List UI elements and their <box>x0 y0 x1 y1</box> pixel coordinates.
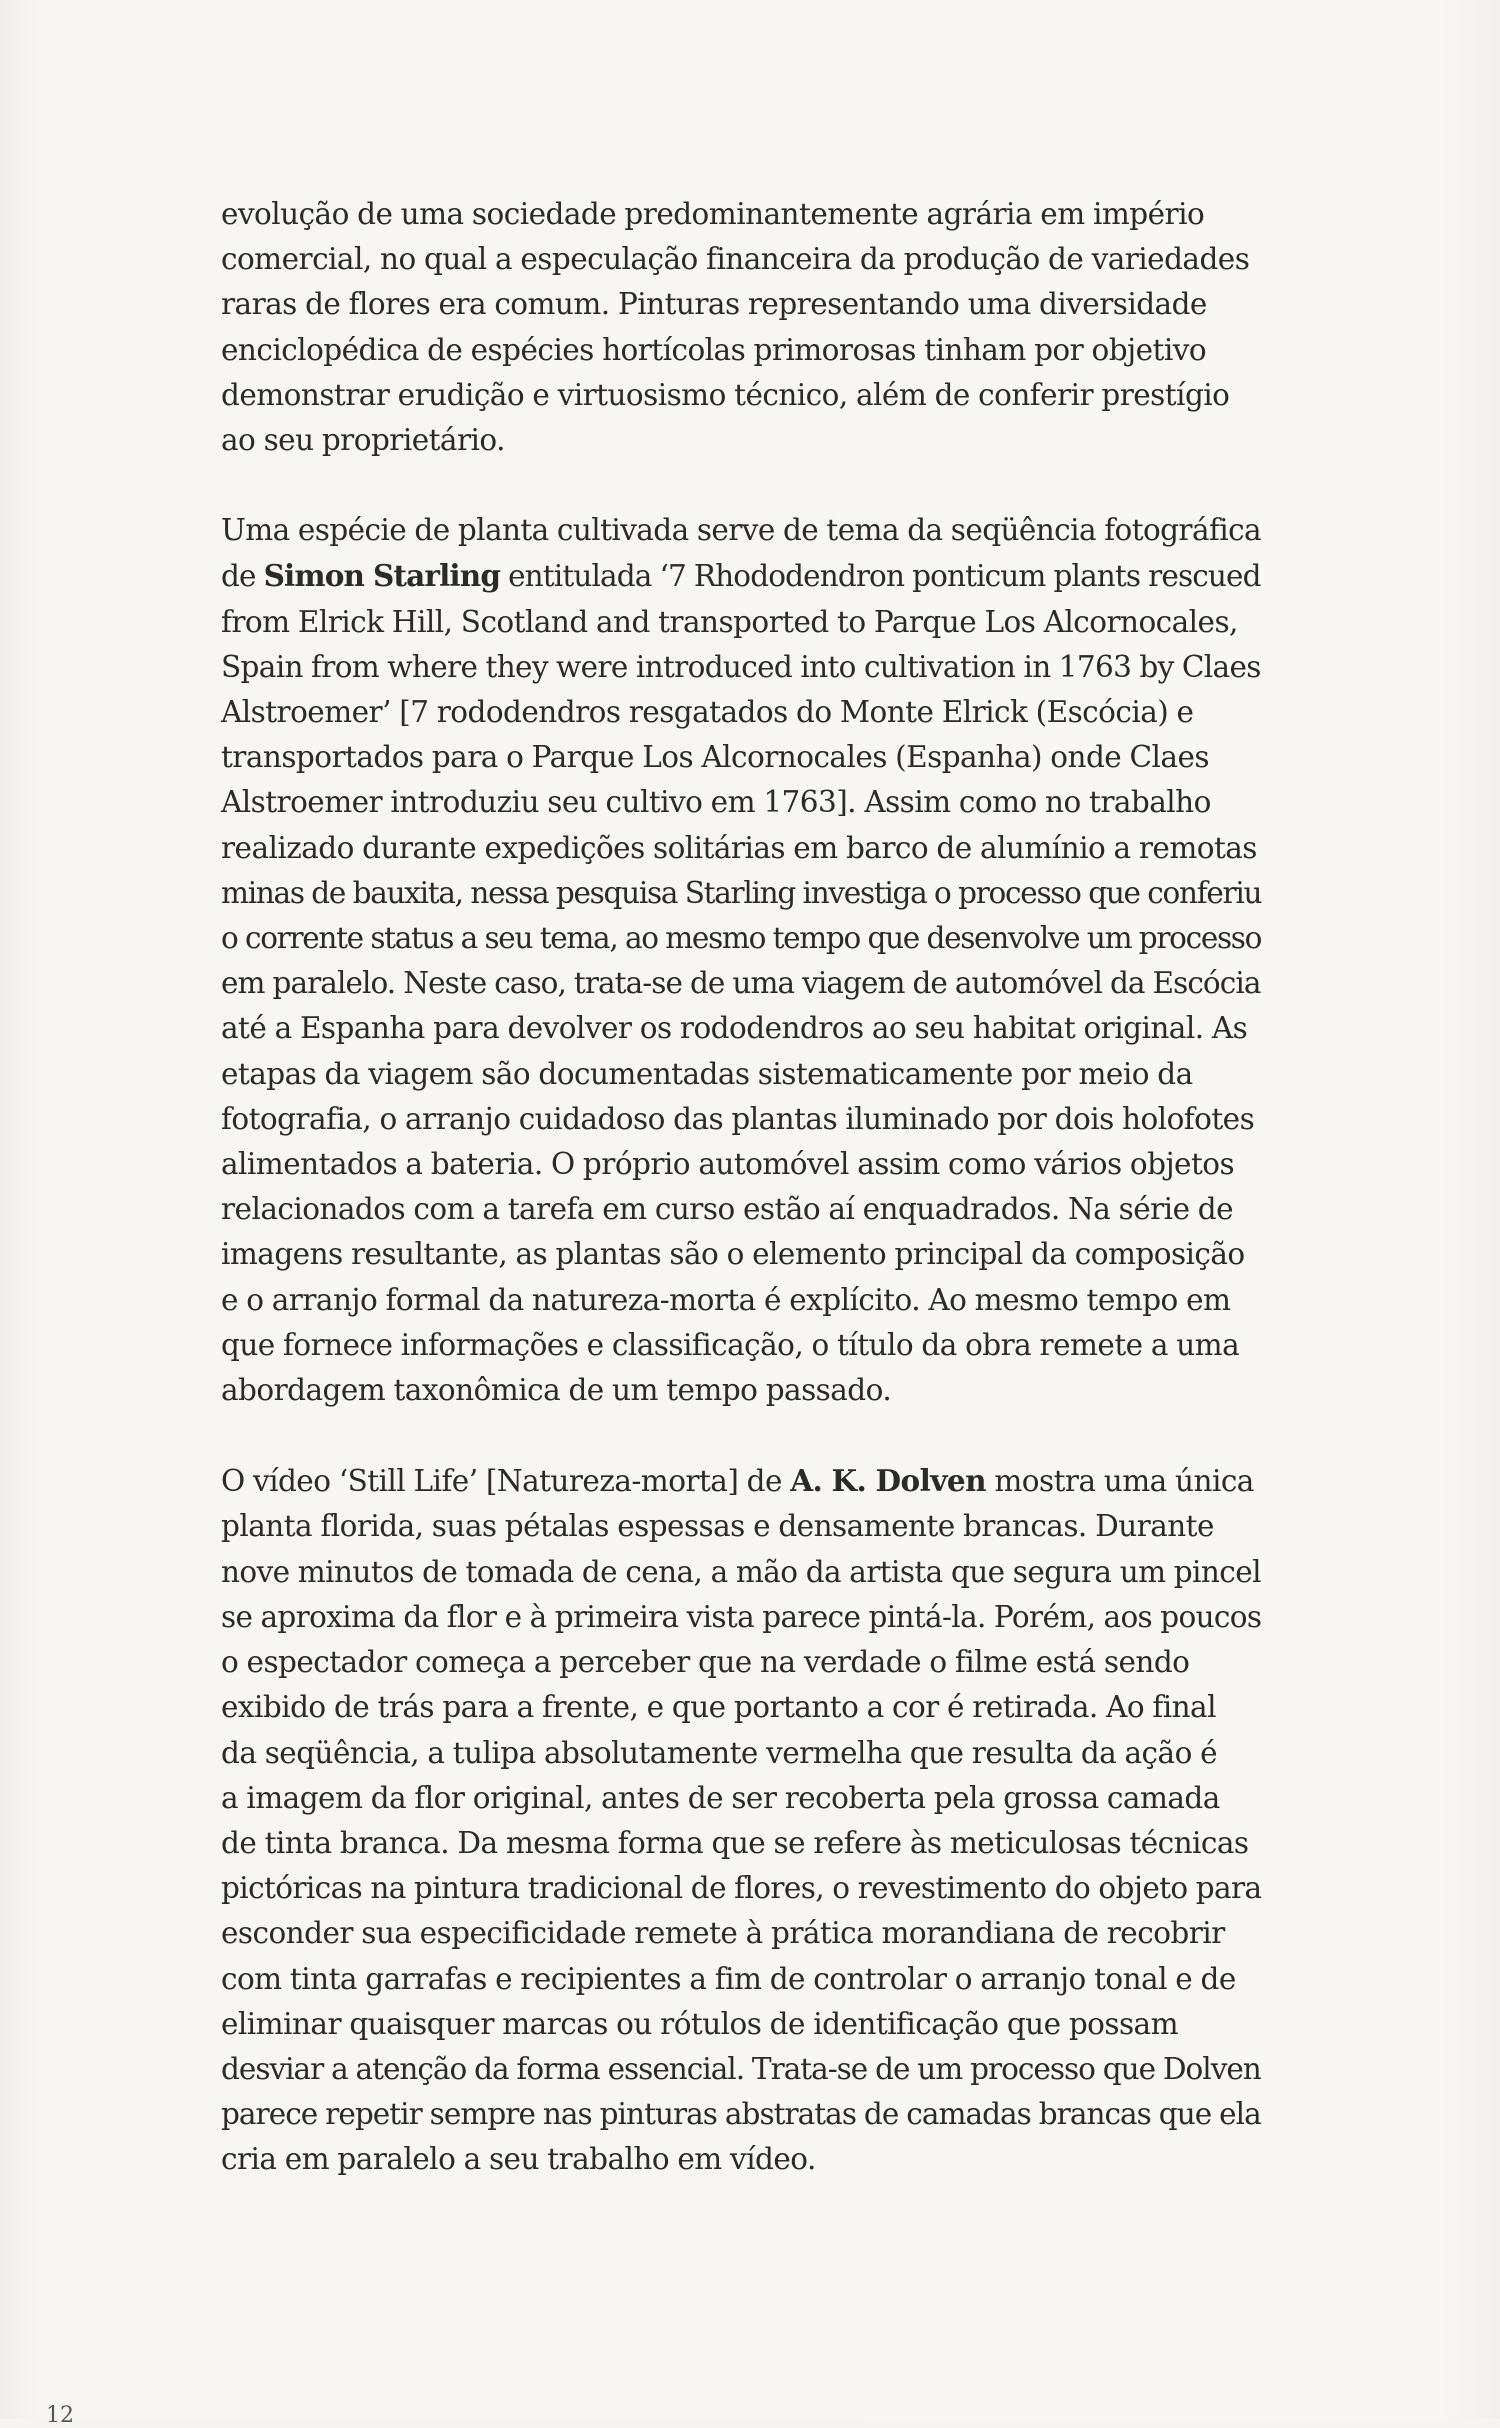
text-line: O vídeo ‘Still Life’ [Natureza-morta] de A. K. Dolven mostra uma única <box>221 1463 1254 1499</box>
text-line: o corrente status a seu tema, ao mesmo tempo que desenvolve um processo <box>221 921 1262 956</box>
text-line: etapas da viagem são documentadas sistematicamente por meio da <box>221 1056 1193 1091</box>
text-line: Alstroemer’ [7 rododendros resgatados do Monte Elrick (Escócia) e <box>221 695 1194 730</box>
text-line: que fornece informações e classificação, o título da obra remete a uma <box>221 1327 1240 1362</box>
text-line: abordagem taxonômica de um tempo passado. <box>221 1373 892 1408</box>
body-text <box>221 192 1261 2183</box>
text-line: a imagem da flor original, antes de ser recoberta pela grossa camada <box>221 1780 1220 1815</box>
paragraph-2 <box>221 508 1261 1413</box>
text-line: em paralelo. Neste caso, trata-se de uma viagem de automóvel da Escócia <box>221 966 1261 1001</box>
text-line: relacionados com a tarefa em curso estão aí enquadrados. Na série de <box>221 1192 1234 1227</box>
text-line: desviar a atenção da forma essencial. Trata-se de um processo que Dolven <box>221 2051 1261 2086</box>
text-line: Alstroemer introduziu seu cultivo em 1763]. Assim como no trabalho <box>221 785 1211 820</box>
text-line: com tinta garrafas e recipientes a fim de controlar o arranjo tonal e de <box>221 1961 1236 1996</box>
text-line: evolução de uma sociedade predominantemente agrária em império <box>221 197 1205 231</box>
text-line: e o arranjo formal da natureza-morta é explícito. Ao mesmo tempo em <box>221 1282 1231 1317</box>
text-line: da seqüência, a tulipa absolutamente vermelha que resulta da ação é <box>221 1735 1218 1770</box>
page-number: 12 <box>46 2403 74 2428</box>
text-line: nove minutos de tomada de cena, a mão da artista que segura um pincel <box>221 1554 1261 1589</box>
text-line: se aproxima da flor e à primeira vista parece pintá-la. Porém, aos poucos <box>221 1599 1262 1634</box>
text-line: from Elrick Hill, Scotland and transported to Parque Los Alcornocales, <box>221 604 1238 639</box>
text-line: planta florida, suas pétalas espessas e densamente brancas. Durante <box>221 1509 1214 1544</box>
text-line: imagens resultante, as plantas são o elemento principal da composição <box>221 1237 1245 1272</box>
text-line: até a Espanha para devolver os rododendros ao seu habitat original. As <box>221 1011 1248 1046</box>
text-line: de tinta branca. Da mesma forma que se refere às meticulosas técnicas <box>221 1825 1249 1860</box>
paragraph-1 <box>221 192 1261 463</box>
text-line: raras de flores era comum. Pinturas representando uma diversidade <box>221 287 1207 322</box>
text-line: enciclopédica de espécies hortícolas primorosas tinham por objetivo <box>221 332 1207 367</box>
text-line: transportados para o Parque Los Alcornocales (Espanha) onde Claes <box>221 740 1209 775</box>
text-line: eliminar quaisquer marcas ou rótulos de identificação que possam <box>221 2006 1179 2041</box>
text-line: de Simon Starling entitulada ‘7 Rhododendron ponticum plants rescued <box>221 558 1261 594</box>
text-line: exibido de trás para a frente, e que portanto a cor é retirada. Ao final <box>221 1690 1216 1725</box>
artist-name-simon-starling: Simon Starling <box>263 558 501 594</box>
text-line: parece repetir sempre nas pinturas abstratas de camadas brancas que ela <box>221 2097 1261 2132</box>
text-line: esconder sua especificidade remete à prática morandiana de recobrir <box>221 1916 1225 1951</box>
text-line: pictóricas na pintura tradicional de flores, o revestimento do objeto para <box>221 1871 1262 1906</box>
text-line: Spain from where they were introduced into cultivation in 1763 by Claes <box>221 649 1261 684</box>
text-line: demonstrar erudição e virtuosismo técnico, além de conferir prestígio <box>221 377 1230 412</box>
text-line: realizado durante expedições solitárias em barco de alumínio a remotas <box>221 830 1257 865</box>
text-line: Uma espécie de planta cultivada serve de tema da seqüência fotográfica <box>221 513 1262 548</box>
text-line: ao seu proprietário. <box>221 423 505 458</box>
text-line: cria em paralelo a seu trabalho em vídeo. <box>221 2142 816 2177</box>
text-line: alimentados a bateria. O próprio automóvel assim como vários objetos <box>221 1147 1235 1182</box>
text-line: fotografia, o arranjo cuidadoso das plantas iluminado por dois holofotes <box>221 1101 1255 1136</box>
artist-name-ak-dolven: A. K. Dolven <box>790 1463 987 1499</box>
text-line: minas de bauxita, nessa pesquisa Starling investiga o processo que conferiu <box>221 875 1262 910</box>
paragraph-3 <box>221 1458 1261 2182</box>
text-line: o espectador começa a perceber que na verdade o filme está sendo <box>221 1645 1190 1680</box>
text-line: comercial, no qual a especulação financeira da produção de variedades <box>221 242 1250 277</box>
